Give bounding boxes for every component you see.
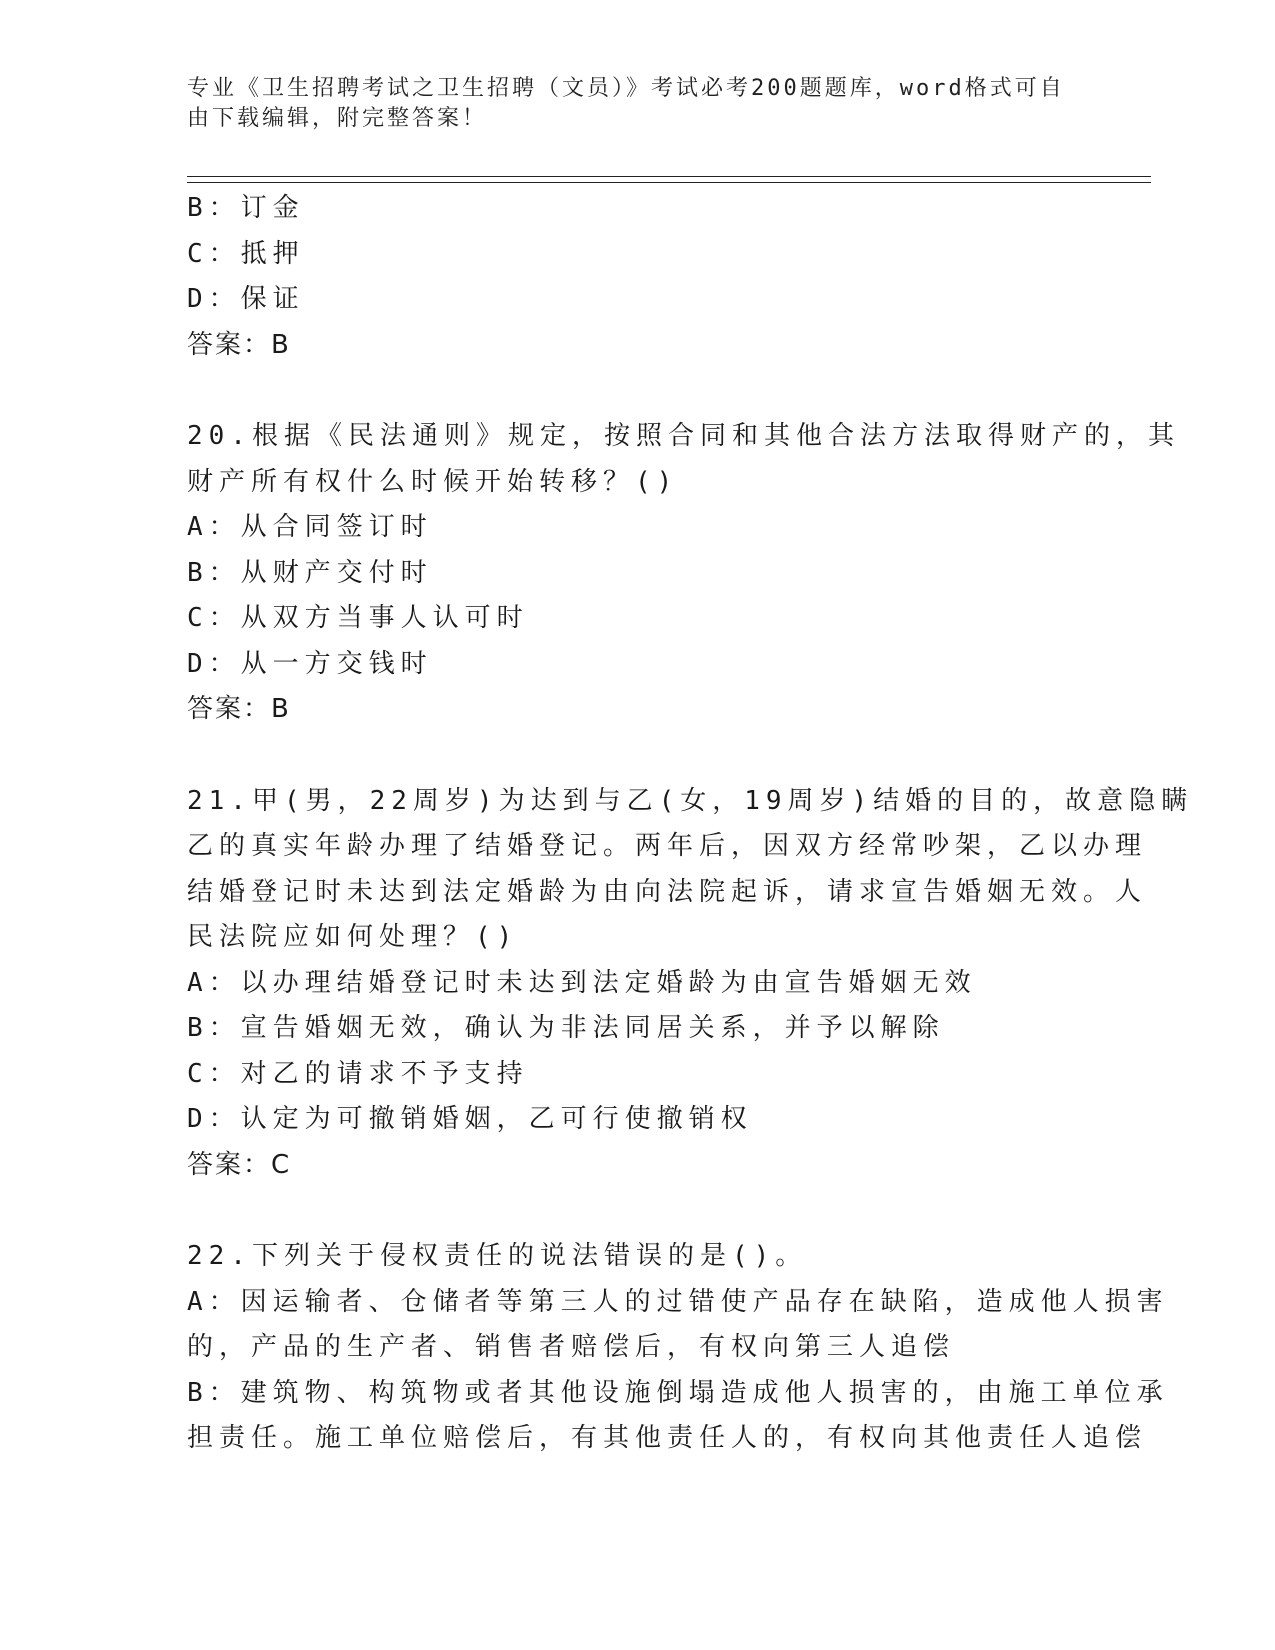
option-a: A：以办理结婚登记时未达到法定婚龄为由宣告婚姻无效	[187, 967, 977, 998]
question-22	[187, 1234, 1169, 1462]
question-stem-line: 民法院应如何处理？()	[187, 922, 519, 952]
option-d: D：从一方交钱时	[187, 648, 433, 679]
question-gap	[187, 1188, 1087, 1234]
question-stem-line: 20.根据《民法通则》规定，按照合同和其他合法方法取得财产的，其	[187, 421, 1180, 451]
answer: 答案：B	[187, 694, 291, 724]
question-stem-line: 22.下列关于侵权责任的说法错误的是()。	[187, 1241, 808, 1271]
option-b: B：从财产交付时	[187, 557, 433, 588]
question-21	[187, 779, 1194, 1189]
question-gap	[187, 368, 1087, 414]
header-line-1: 专业《卫生招聘考试之卫生招聘（文员）》考试必考200题题库，word格式可自	[187, 76, 1065, 101]
document-header	[187, 74, 1067, 134]
question-19-tail	[187, 186, 1087, 368]
question-list	[187, 186, 1194, 1462]
option-c: C：从双方当事人认可时	[187, 603, 529, 633]
option-a: A：从合同签订时	[187, 512, 433, 542]
option-b: B：订金	[187, 193, 305, 223]
question-stem-line: 乙的真实年龄办理了结婚登记。两年后，因双方经常吵架，乙以办理	[187, 831, 1148, 861]
option-d: D：认定为可撤销婚姻，乙可行使撤销权	[187, 1104, 753, 1134]
option-b-continued: 担责任。施工单位赔偿后，有其他责任人的，有权向其他责任人追偿	[187, 1423, 1148, 1453]
question-stem-line: 21.甲(男，22周岁)为达到与乙(女，19周岁)结婚的目的，故意隐瞒	[187, 785, 1194, 816]
question-20	[187, 414, 1180, 733]
answer: 答案：B	[187, 329, 291, 360]
option-c: C：对乙的请求不予支持	[187, 1058, 529, 1089]
question-stem-line: 财产所有权什么时候开始转移？()	[187, 466, 679, 497]
header-double-rule	[187, 176, 1151, 183]
option-d: D：保证	[187, 284, 305, 314]
option-a: A：因运输者、仓储者等第三人的过错使产品存在缺陷，造成他人损害	[187, 1286, 1169, 1317]
header-line-2: 由下载编辑，附完整答案！	[187, 106, 488, 131]
question-gap	[187, 733, 1087, 779]
option-c: C：抵押	[187, 238, 305, 269]
option-b: B：建筑物、构筑物或者其他设施倒塌造成他人损害的，由施工单位承	[187, 1377, 1169, 1408]
question-stem-line: 结婚登记时未达到法定婚龄为由向法院起诉，请求宣告婚姻无效。人	[187, 876, 1148, 907]
option-a-continued: 的，产品的生产者、销售者赔偿后，有权向第三人追偿	[187, 1332, 956, 1362]
option-b: B：宣告婚姻无效，确认为非法同居关系，并予以解除	[187, 1013, 945, 1043]
answer: 答案：C	[187, 1149, 292, 1180]
